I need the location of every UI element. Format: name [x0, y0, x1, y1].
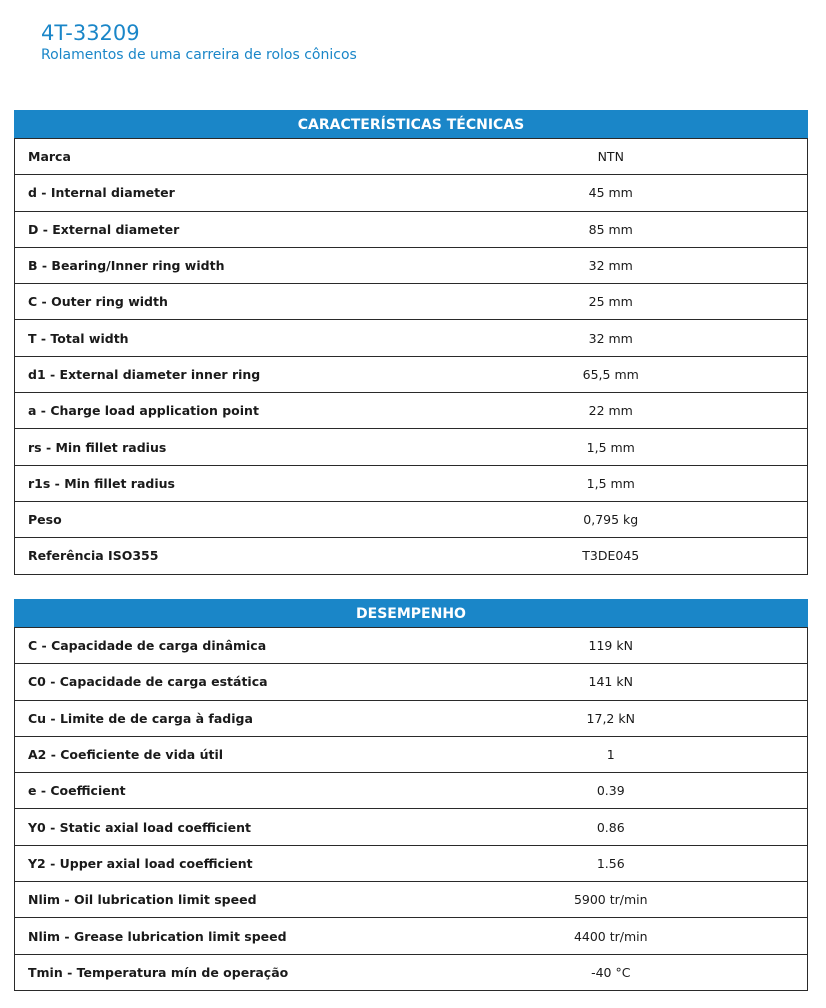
spec-value: T3DE045	[415, 538, 808, 574]
spec-label: r1s - Min fillet radius	[15, 465, 415, 501]
spec-label: d - Internal diameter	[15, 175, 415, 211]
spec-value: 22 mm	[415, 393, 808, 429]
spec-label: Referência ISO355	[15, 538, 415, 574]
spec-label: C - Outer ring width	[15, 284, 415, 320]
spec-value: 45 mm	[415, 175, 808, 211]
spec-value: NTN	[415, 139, 808, 175]
performance-heading: DESEMPENHO	[14, 599, 808, 627]
spec-value: 119 kN	[415, 628, 808, 664]
performance-section	[14, 599, 808, 991]
table-row	[15, 284, 808, 320]
spec-value: 25 mm	[415, 284, 808, 320]
product-title: 4T-33209	[41, 21, 140, 45]
spec-value: 32 mm	[415, 247, 808, 283]
spec-value: 141 kN	[415, 664, 808, 700]
table-row	[15, 809, 808, 845]
spec-value: 5900 tr/min	[415, 882, 808, 918]
spec-value: 85 mm	[415, 211, 808, 247]
table-row	[15, 628, 808, 664]
table-row	[15, 501, 808, 537]
technical-section	[14, 110, 808, 575]
spec-value: -40 °C	[415, 954, 808, 990]
table-row	[15, 356, 808, 392]
spec-label: Peso	[15, 501, 415, 537]
table-row	[15, 954, 808, 990]
spec-label: Tmin - Temperatura mín de operação	[15, 954, 415, 990]
table-row	[15, 465, 808, 501]
performance-table	[14, 627, 808, 991]
product-header	[41, 20, 357, 64]
spec-value: 1,5 mm	[415, 429, 808, 465]
spec-label: A2 - Coeficiente de vida útil	[15, 736, 415, 772]
spec-label: Cu - Limite de de carga à fadiga	[15, 700, 415, 736]
table-row	[15, 773, 808, 809]
spec-value: 65,5 mm	[415, 356, 808, 392]
spec-label: Nlim - Oil lubrication limit speed	[15, 882, 415, 918]
table-row	[15, 393, 808, 429]
table-row	[15, 538, 808, 574]
table-row	[15, 700, 808, 736]
spec-value: 1.56	[415, 845, 808, 881]
table-row	[15, 175, 808, 211]
spec-value: 1,5 mm	[415, 465, 808, 501]
table-row	[15, 247, 808, 283]
spec-value: 0,795 kg	[415, 501, 808, 537]
spec-label: D - External diameter	[15, 211, 415, 247]
spec-label: B - Bearing/Inner ring width	[15, 247, 415, 283]
spec-label: rs - Min fillet radius	[15, 429, 415, 465]
table-row	[15, 211, 808, 247]
spec-label: Marca	[15, 139, 415, 175]
table-row	[15, 139, 808, 175]
technical-table	[14, 138, 808, 575]
spec-label: d1 - External diameter inner ring	[15, 356, 415, 392]
spec-label: T - Total width	[15, 320, 415, 356]
spec-value: 32 mm	[415, 320, 808, 356]
spec-label: C - Capacidade de carga dinâmica	[15, 628, 415, 664]
spec-value: 1	[415, 736, 808, 772]
spec-value: 0.39	[415, 773, 808, 809]
spec-label: e - Coefficient	[15, 773, 415, 809]
spec-value: 17,2 kN	[415, 700, 808, 736]
product-subtitle: Rolamentos de uma carreira de rolos cônicos	[41, 47, 357, 63]
table-row	[15, 918, 808, 954]
spec-label: Y0 - Static axial load coefficient	[15, 809, 415, 845]
spec-label: Nlim - Grease lubrication limit speed	[15, 918, 415, 954]
performance-table-body	[15, 628, 808, 991]
table-row	[15, 845, 808, 881]
table-row	[15, 320, 808, 356]
table-row	[15, 736, 808, 772]
spec-value: 0.86	[415, 809, 808, 845]
technical-heading: CARACTERÍSTICAS TÉCNICAS	[14, 110, 808, 138]
table-row	[15, 664, 808, 700]
spec-label: Y2 - Upper axial load coefficient	[15, 845, 415, 881]
spec-label: C0 - Capacidade de carga estática	[15, 664, 415, 700]
spec-value: 4400 tr/min	[415, 918, 808, 954]
table-row	[15, 429, 808, 465]
spec-label: a - Charge load application point	[15, 393, 415, 429]
table-row	[15, 882, 808, 918]
technical-table-body	[15, 139, 808, 575]
